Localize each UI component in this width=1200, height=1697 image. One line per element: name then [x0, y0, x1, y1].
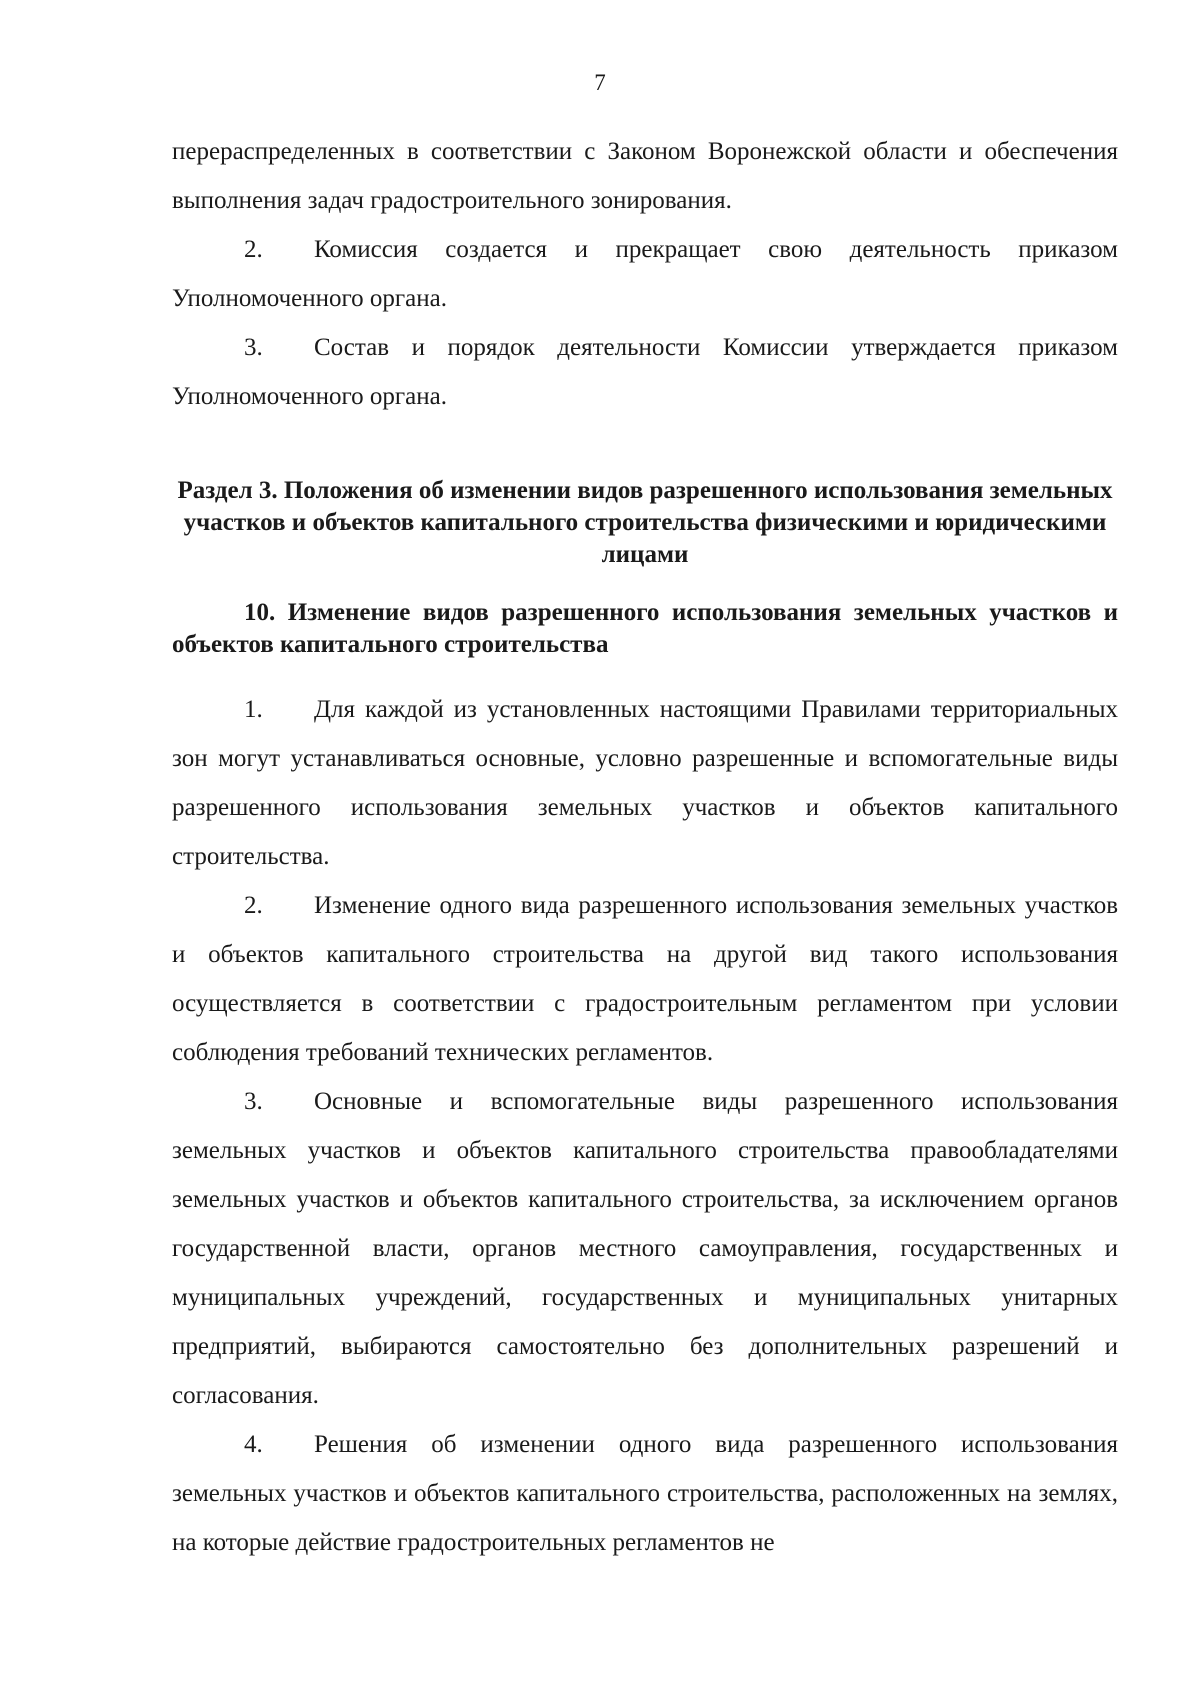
numbered-paragraph — [172, 1077, 1118, 1420]
page-number: 7 — [594, 70, 606, 95]
numbered-paragraph — [172, 881, 1118, 1077]
numbered-paragraph — [172, 225, 1118, 323]
article-title: 10. Изменение видов разрешенного использования земельных участков и объектов капитального строительства — [172, 599, 1118, 658]
paragraph-number: 3. — [244, 1088, 263, 1115]
paragraph-text: Изменение одного вида разрешенного использования земельных участков и объектов капитального строительства на другой вид такого использования осуществляется в соответствии с градостроительным регламентом при условии соблюдения требований технических регламентов. — [172, 892, 1118, 1066]
paragraph-number: 2. — [244, 892, 263, 919]
paragraph-number: 1. — [244, 696, 263, 723]
paragraph-number: 4. — [244, 1431, 263, 1458]
section-title: Раздел 3. Положения об изменении видов разрешенного использования земельных участков и объектов капитального строительства физическими и юридическими лицами — [177, 477, 1113, 568]
document-body — [172, 127, 1118, 1567]
paragraph-text: Для каждой из установленных настоящими Правилами территориальных зон могут устанавливаться основные, условно разрешенные и вспомогательные виды разрешенного использования земельных участков и объектов капитального строительства. — [172, 696, 1118, 870]
paragraph-text: Решения об изменении одного вида разрешенного использования земельных участков и объектов капитального строительства, расположенных на землях, на которые действие градостроительных регламентов не — [172, 1431, 1118, 1556]
paragraph-text: Основные и вспомогательные виды разрешенного использования земельных участков и объектов капитального строительства правообладателями земельных участков и объектов капитального строительства, за исключением органов государственной власти, органов местного самоуправления, государственных и муниципальных учреждений, государственных и муниципальных унитарных предприятий, выбираются самостоятельно без дополнительных разрешений и согласования. — [172, 1088, 1118, 1409]
paragraph-continuation — [172, 127, 1118, 225]
numbered-paragraph — [172, 685, 1118, 881]
paragraph-text: перераспределенных в соответствии с Законом Воронежской области и обеспечения выполнения задач градостроительного зонирования. — [172, 138, 1118, 214]
numbered-paragraph — [172, 1420, 1118, 1567]
paragraph-number: 3. — [244, 334, 263, 361]
paragraph-text: Комиссия создается и прекращает свою деятельность приказом Уполномоченного органа. — [172, 236, 1118, 312]
paragraph-number: 2. — [244, 236, 263, 263]
paragraph-text: Состав и порядок деятельности Комиссии утверждается приказом Уполномоченного органа. — [172, 334, 1118, 410]
numbered-paragraph — [172, 323, 1118, 421]
